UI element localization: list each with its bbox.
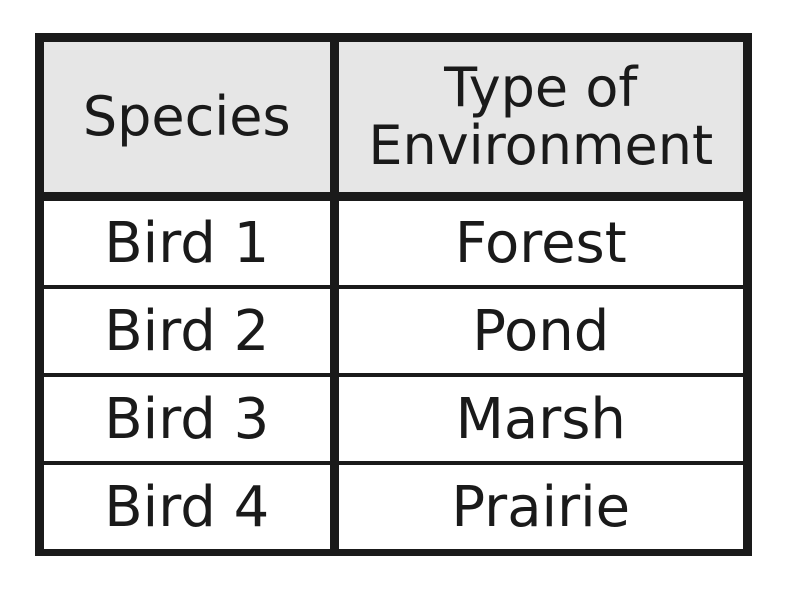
- table-row: [44, 287, 743, 375]
- species-cell: Bird 4: [44, 463, 334, 549]
- environment-cell: Marsh: [334, 375, 743, 463]
- header-row: [44, 42, 743, 197]
- species-cell: Bird 1: [44, 197, 334, 288]
- environment-cell: Forest: [454, 210, 627, 276]
- species-cell: Bird 2: [44, 287, 334, 375]
- table-row: [44, 463, 743, 549]
- table-row: [44, 197, 743, 288]
- environment-cell: Pond: [334, 287, 743, 375]
- header-species: Species: [44, 42, 334, 197]
- data-table: [44, 42, 743, 549]
- header-type-of-environment: Type of Environment: [334, 42, 743, 197]
- species-cell: Bird 3: [44, 375, 334, 463]
- environment-cell: Prairie: [334, 463, 743, 549]
- species-environment-table: [35, 33, 752, 556]
- table-row: [44, 375, 743, 463]
